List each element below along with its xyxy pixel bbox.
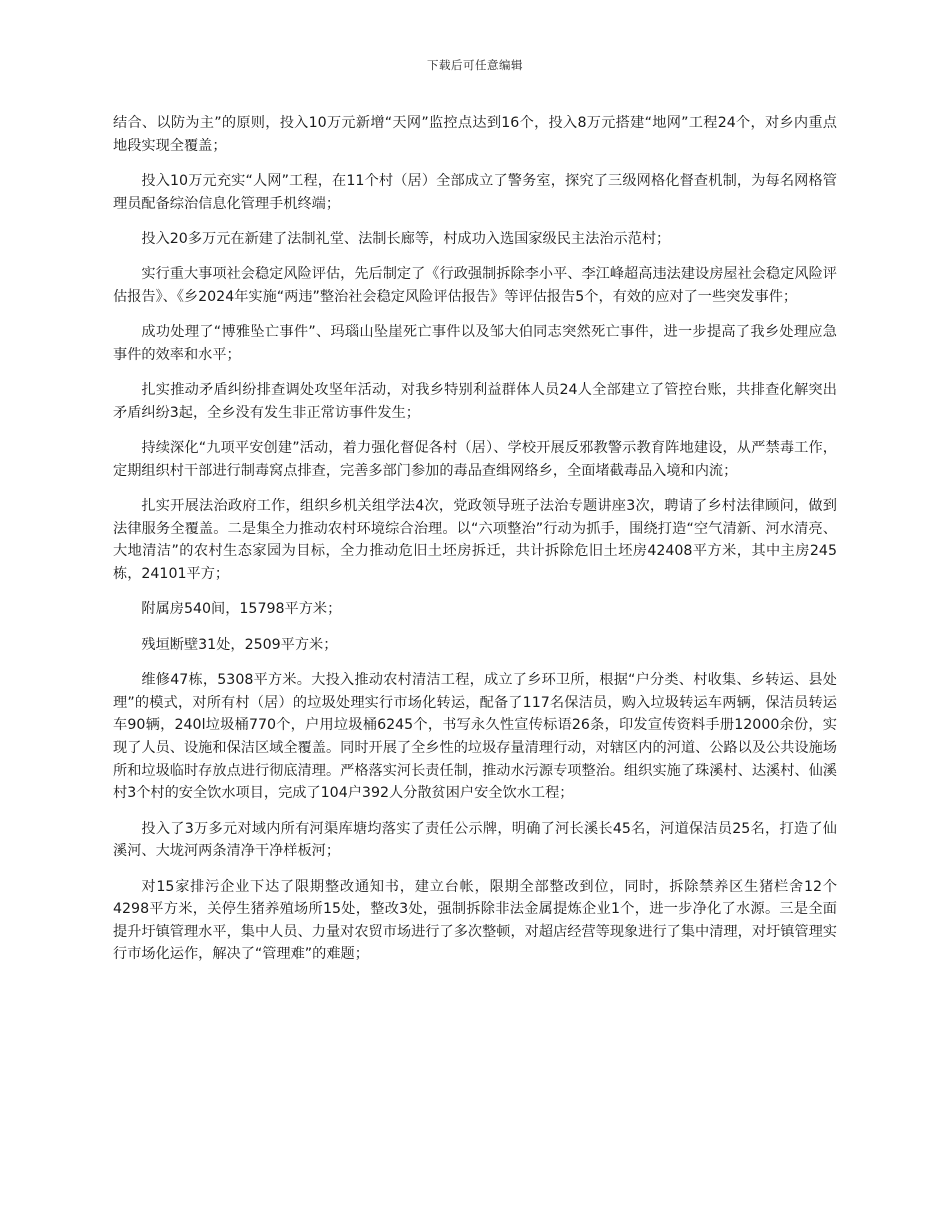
paragraph: 投入20多万元在新建了法制礼堂、法制长廊等，村成功入选国家级民主法治示范村； bbox=[141, 230, 671, 247]
paragraph: 扎实开展法治政府工作，组织乡机关组学法4次，党政领导班子法治专题讲座3次，聘请了乡村法律顾问，做到法律服务全覆盖。二是集全力推动农村环境综合治理。以“六项整治”行动为抓手，围绕打造“空气清新、河水清亮、大地清洁”的农村生态家园为目标，全力推动危旧土坯房拆迁，共计拆除危旧土坯房42408平方米，其中主房245栋，24101平方； bbox=[113, 498, 837, 583]
paragraph: 结合、以防为主”的原则，投入10万元新增“天网”监控点达到16个，投入8万元搭建“地网”工程24个，对乡内重点地段实现全覆盖； bbox=[113, 115, 837, 154]
header-note: 下载后可任意编辑 bbox=[427, 58, 523, 72]
paragraph: 实行重大事项社会稳定风险评估，先后制定了《行政强制拆除李小平、李江峰超高违法建设房屋社会稳定风险评估报告》、《乡2024年实施“两违”整治社会稳定风险评估报告》等评估报告5个，有效的应对了一些突发事件； bbox=[113, 266, 837, 305]
paragraph: 扎实推动矛盾纠纷排查调处攻坚年活动，对我乡特别利益群体人员24人全部建立了管控台账，共排查化解突出矛盾纠纷3起，全乡没有发生非正常访事件发生； bbox=[113, 382, 837, 421]
paragraph: 投入10万元充实“人网”工程，在11个村（居）全部成立了警务室，探究了三级网格化督查机制，为每名网格管理员配备综治信息化管理手机终端； bbox=[113, 172, 837, 212]
paragraph: 附属房540间，15798平方米； bbox=[141, 601, 342, 618]
paragraph: 持续深化“九项平安创建”活动，着力强化督促各村（居）、学校开展反邪教警示教育阵地建设，从严禁毒工作，定期组织村干部进行制毒窝点排查，完善多部门参加的毒品查缉网络乡，全面堵截毒品入境和内流； bbox=[113, 440, 837, 479]
paragraph: 投入了3万多元对域内所有河渠库塘均落实了责任公示牌，明确了河长溪长45名，河道保洁员25名，打造了仙溪河、大垅河两条清净干净样板河； bbox=[113, 820, 837, 860]
paragraph: 残垣断壁31处，2509平方米； bbox=[141, 636, 338, 653]
document-body bbox=[113, 112, 837, 979]
paragraph: 维修47栋，5308平方米。大投入推动农村清洁工程，成立了乡环卫所，根据“户分类、村收集、乡转运、县处理”的模式，对所有村（居）的垃圾处理实行市场化转运，配备了117名保洁员，购入垃圾转运车两辆，保洁员转运车90辆，240l垃圾桶770个，户用垃圾桶6245个，书写永久性宣传标语26条，印发宣传资料手册12000余份，实现了人员、设施和保洁区域全覆盖。同时开展了全乡性的垃圾存量清理行动，对辖区内的河道、公路以及公共设施场所和垃圾临时存放点进行彻底清理。严格落实河长责任制，推动水污源专项整治。组织实施了珠溪村、达溪村、仙溪村3个村的安全饮水项目，完成了104户392人分散贫困户安全饮水工程； bbox=[113, 672, 837, 802]
paragraph: 对15家排污企业下达了限期整改通知书，建立台帐，限期全部整改到位，同时，拆除禁养区生猪栏舍12个4298平方米，关停生猪养殖场所15处，整改3处，强制拆除非法金属提炼企业1个，进一步净化了水源。三是全面提升圩镇管理水平，集中人员、力量对农贸市场进行了多次整顿，对超店经营等现象进行了集中清理，对圩镇管理实行市场化运作，解决了“管理难”的难题； bbox=[113, 878, 837, 963]
paragraph: 成功处理了“博雅坠亡事件”、玛瑙山坠崖死亡事件以及邹大伯同志突然死亡事件，进一步提高了我乡处理应急事件的效率和水平； bbox=[113, 324, 837, 363]
